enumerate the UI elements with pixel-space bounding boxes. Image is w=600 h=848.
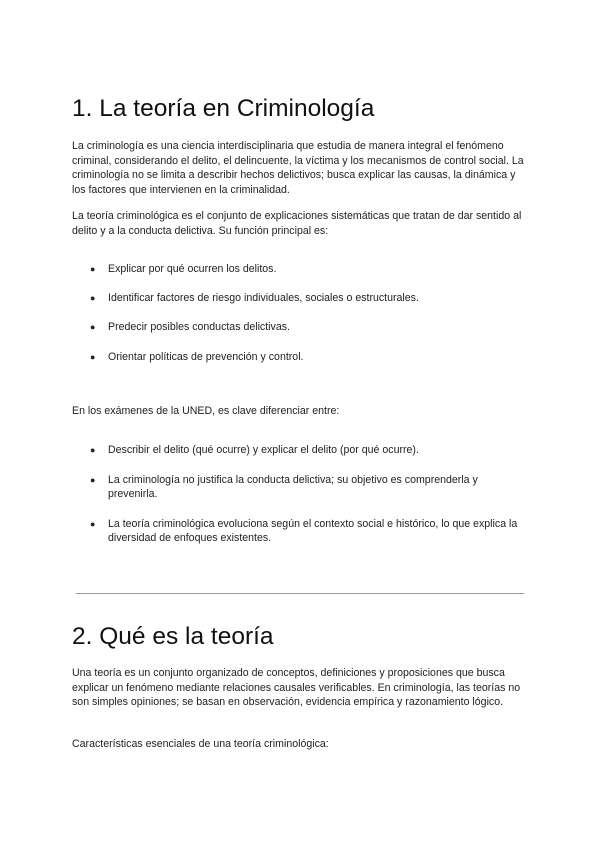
list-item-text: Predecir posibles conductas delictivas. [108,321,290,334]
list-item [72,320,528,335]
list-item-text: Explicar por qué ocurren los delitos. [108,263,277,275]
list-item-text: La criminología no justifica la conducta delictiva; su objetivo es comprenderla y prevenirla. [108,473,478,501]
section-1-paragraph-1: La criminología es una ciencia interdisciplinaria que estudia de manera integral el fenómeno criminal, considerando el delito, el delincuente, la víctima y los mecanismos de control social. La criminología no se limita a describir hechos delictivos; busca explicar las causas, la dinámica y los factores que intervienen en la criminalidad. [72,140,524,196]
characteristics-intro: Características esenciales de una teoría criminológica: [72,738,329,750]
section-2-title: 2. Qué es la teoría [72,623,274,650]
list-item-text: Orientar políticas de prevención y control. [108,350,304,363]
uned-points-list [72,443,528,546]
bullet-icon: ● [90,293,96,304]
list-item-text: Describir el delito (qué ocurre) y explicar el delito (por qué ocurre). [108,444,419,456]
list-item [72,262,528,277]
list-item-text: Identificar factores de riesgo individuales, sociales o estructurales. [108,292,419,305]
bullet-icon: ● [90,264,96,274]
functions-list [72,262,528,364]
list-item-text: La teoría criminológica evoluciona según el contexto social e histórico, lo que explica la diversidad de enfoques existentes. [108,517,518,545]
list-item [72,443,528,458]
uned-intro: En los exámenes de la UNED, es clave diferenciar entre: [72,405,340,417]
section-divider [76,593,524,594]
list-item [72,291,528,306]
bullet-icon: ● [90,445,96,455]
bullet-icon: ● [90,351,96,362]
bullet-icon: ● [90,322,96,333]
list-item [72,517,528,546]
bullet-icon: ● [90,474,96,485]
section-1-title: 1. La teoría en Criminología [72,95,375,122]
list-item [72,473,528,502]
section-2-paragraph: Una teoría es un conjunto organizado de conceptos, definiciones y proposiciones que busca explicar un fenómeno mediante relaciones causales verificables. En criminología, las teorías no son simples opiniones; se basan en observación, evidencia empírica y razonamiento lógico. [72,667,521,709]
list-item [72,350,528,365]
section-1-paragraph-2: La teoría criminológica es el conjunto de explicaciones sistemáticas que tratan de dar sentido al delito y a la conducta delictiva. Su función principal es: [72,210,522,237]
bullet-icon: ● [90,518,96,529]
